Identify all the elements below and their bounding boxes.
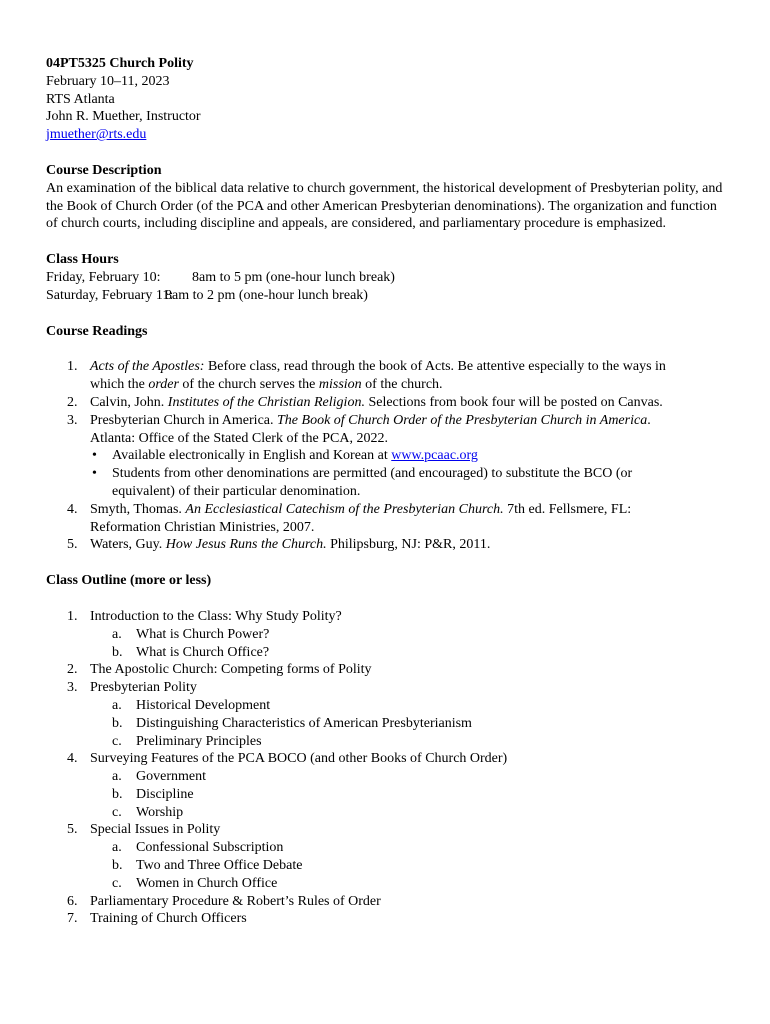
outline-text: Surveying Features of the PCA BOCO (and other Books of Church Order)	[90, 751, 508, 767]
hours-row-saturday	[46, 287, 726, 305]
course-dates: February 10–11, 2023	[46, 73, 170, 89]
outline-number: 5.	[67, 822, 78, 838]
outline-text: Special Issues in Polity	[90, 822, 221, 838]
reading-item: 3. Presbyterian Church in America. The Book of Church Order of the Presbyterian Church in America. Atlanta: Office of the Stated Clerk of the PCA, 2022. • Available electronically in English and Korean at www.pcaac.org • Students from other denominations are permitted (and encouraged) to substitute the BCO (or equivalent) of their particular denomination.	[46, 412, 726, 501]
outline-text: Introduction to the Class: Why Study Polity?	[90, 608, 342, 624]
outline-subletter: a.	[112, 697, 122, 713]
hours-heading: Class Hours	[46, 252, 119, 268]
outline-subitem	[90, 875, 726, 893]
outline-sublist	[90, 626, 726, 662]
outline-subitem	[90, 786, 726, 804]
outline-item	[46, 679, 726, 750]
outline-item	[46, 821, 726, 892]
hours-day: Saturday, February 11:	[46, 287, 174, 303]
outline-item	[46, 750, 726, 821]
outline-subitem	[90, 626, 726, 644]
outline-subletter: a.	[112, 626, 122, 642]
bullet-icon: •	[92, 466, 97, 482]
description-heading: Course Description	[46, 162, 162, 178]
course-title: 04PT5325 Church Polity	[46, 56, 194, 71]
outline-subletter: a.	[112, 840, 122, 856]
outline-text: Parliamentary Procedure & Robert’s Rules of Order	[90, 893, 381, 909]
pcaac-link[interactable]: www.pcaac.org	[391, 448, 478, 464]
outline-subtext: Government	[136, 769, 206, 785]
outline-subitem	[90, 839, 726, 857]
outline-subitem	[90, 768, 726, 786]
outline-subitem	[90, 857, 726, 875]
readings-list	[46, 358, 726, 554]
outline-subletter: c.	[112, 875, 122, 891]
instructor-email-link[interactable]: jmuether@rts.edu	[46, 127, 147, 143]
outline-number: 7.	[67, 911, 78, 927]
outline-subtext: Confessional Subscription	[136, 840, 284, 856]
bullet-item: • Students from other denominations are permitted (and encouraged) to substitute the BCO (or equivalent) of their particular denomination.	[92, 466, 633, 499]
outline-subtext: Two and Three Office Debate	[136, 858, 303, 874]
outline-subletter: b.	[112, 715, 123, 731]
outline-text: Training of Church Officers	[90, 911, 247, 927]
outline-item	[46, 608, 726, 661]
outline-item	[46, 893, 726, 911]
outline-text: The Apostolic Church: Competing forms of Polity	[90, 662, 372, 678]
outline-subtext: What is Church Power?	[136, 626, 270, 642]
bullet-item: • Available electronically in English and Korean at www.pcaac.org	[92, 448, 478, 464]
reading-item: 5. Waters, Guy. How Jesus Runs the Church. Philipsburg, NJ: P&R, 2011.	[67, 537, 491, 553]
outline-subletter: c.	[112, 804, 122, 820]
outline-number: 6.	[67, 893, 78, 909]
outline-subletter: b.	[112, 644, 123, 660]
outline-subletter: b.	[112, 786, 123, 802]
outline-subtext: Preliminary Principles	[136, 733, 262, 749]
outline-list	[46, 608, 726, 928]
hours-day: Friday, February 10:	[46, 269, 161, 285]
reading-item: 4. Smyth, Thomas. An Ecclesiastical Catechism of the Presbyterian Church. 7th ed. Fellsmere, FL: Reformation Christian Ministries, 2007.	[67, 501, 632, 535]
outline-subitem	[90, 804, 726, 822]
outline-text: Presbyterian Polity	[90, 680, 197, 696]
hours-time: 8am to 5 pm (one-hour lunch break)	[192, 269, 395, 285]
outline-subitem	[90, 733, 726, 751]
outline-heading: Class Outline (more or less)	[46, 573, 212, 589]
outline-subletter: c.	[112, 733, 122, 749]
course-location: RTS Atlanta	[46, 91, 115, 107]
outline-sublist	[90, 839, 726, 892]
outline-subtext: Distinguishing Characteristics of American Presbyterianism	[136, 715, 472, 731]
reading-item: 2. Calvin, John. Institutes of the Christian Religion. Selections from book four will be posted on Canvas.	[67, 394, 663, 410]
outline-item	[46, 910, 726, 928]
outline-number: 2.	[67, 662, 78, 678]
outline-subletter: a.	[112, 769, 122, 785]
instructor-name: John R. Muether, Instructor	[46, 109, 201, 125]
reading-bullets	[90, 447, 726, 500]
reading-item: 1. Acts of the Apostles: Before class, read through the book of Acts. Be attentive especially to the ways in which the order of the church serves the mission of the church.	[67, 359, 666, 393]
outline-subitem	[90, 644, 726, 662]
hours-row-friday	[46, 269, 726, 287]
syllabus-page	[46, 55, 726, 928]
outline-subletter: b.	[112, 858, 123, 874]
outline-subtext: Women in Church Office	[136, 875, 278, 891]
outline-subtext: What is Church Office?	[136, 644, 270, 660]
outline-sublist	[90, 768, 726, 821]
outline-subitem	[90, 715, 726, 733]
outline-number: 3.	[67, 680, 78, 696]
outline-item	[46, 661, 726, 679]
description-text: An examination of the biblical data relative to church government, the historical development of Presbyterian polity, and the Book of Church Order (of the PCA and other American Presbyterian denominations). The organization and function of church courts, including discipline and appeals, are considered, and parliamentary procedure is emphasized.	[46, 180, 723, 232]
outline-subitem	[90, 697, 726, 715]
outline-sublist	[90, 697, 726, 750]
bullet-icon: •	[92, 448, 97, 464]
outline-subtext: Worship	[136, 804, 184, 820]
outline-number: 1.	[67, 608, 78, 624]
outline-number: 4.	[67, 751, 78, 767]
outline-subtext: Discipline	[136, 786, 194, 802]
hours-time: 8am to 2 pm (one-hour lunch break)	[165, 287, 368, 303]
outline-subtext: Historical Development	[136, 697, 271, 713]
readings-heading: Course Readings	[46, 323, 148, 339]
